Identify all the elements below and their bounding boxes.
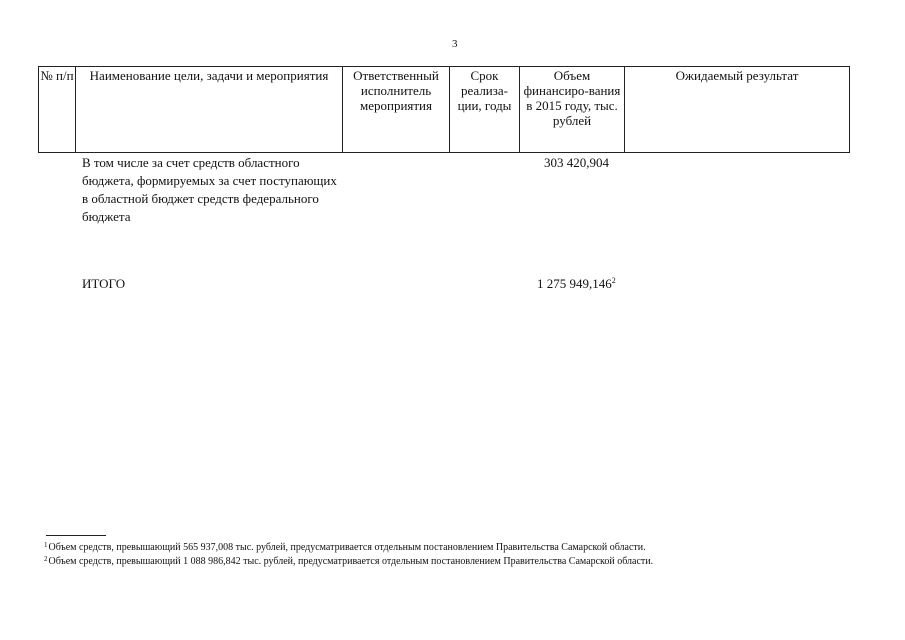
footnote-1	[44, 541, 646, 553]
footnote-2	[44, 555, 653, 567]
total-value	[537, 276, 616, 292]
page-number: 3	[452, 38, 458, 50]
footnote-divider	[46, 535, 106, 536]
program-table-header	[38, 66, 850, 153]
header-term: Срок реализа-ции, годы	[450, 67, 520, 153]
row-description: В том числе за счет средств областного бюджета, формируемых за счет поступающих в областной бюджет средств федерального бюджета	[82, 155, 337, 224]
footnote-2-text: Объем средств, превышающий 1 088 986,842 тыс. рублей, предусматривается отдельным постановлением Правительства Самарской области.	[48, 556, 654, 567]
footnote-1-text: Объем средств, превышающий 565 937,008 тыс. рублей, предусматривается отдельным постановлением Правительства Самарской области.	[48, 542, 646, 553]
header-number: № п/п	[39, 67, 76, 153]
header-funding: Объем финансиро-вания в 2015 году, тыс. рублей	[520, 67, 625, 153]
footnote-2-mark: 2	[44, 555, 48, 563]
header-result: Ожидаемый результат	[625, 67, 850, 153]
footnote-1-mark: 1	[44, 541, 48, 549]
header-name: Наименование цели, задачи и мероприятия	[76, 67, 343, 153]
header-executor: Ответственный исполнитель мероприятия	[343, 67, 450, 153]
row-funding-value: 303 420,904	[544, 155, 609, 170]
total-amount: 1 275 949,146	[537, 276, 612, 291]
total-label: ИТОГО	[82, 276, 126, 291]
total-footnote-mark: 2	[611, 276, 616, 285]
